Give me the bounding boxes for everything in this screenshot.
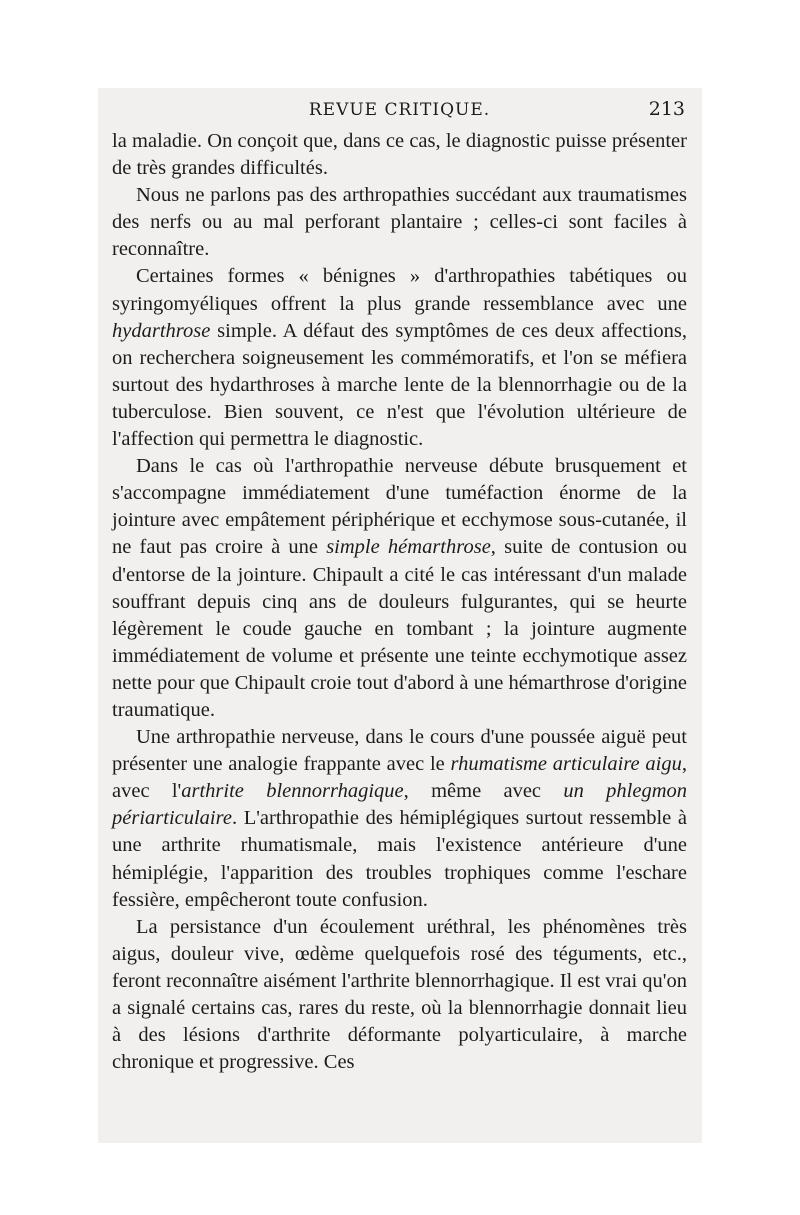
paragraph [112,724,687,914]
italic-text: arthrite blennorrhagique [181,780,404,803]
italic-text: rhumatisme articulaire aigu [450,753,682,776]
text-run: , suite de contusion ou d'entorse de la jointure. Chipault a cité le cas intéressant d'un malade souffrant depuis cinq ans de douleurs fulgurantes, qui se heurte légèrement le coude gauche en tombant ; la jointure augmente immédiatement de volume et présente une teinte ecchymotique assez nette pour que Chipault croie tout d'abord à une hémarthrose d'origine traumatique. [112,536,687,721]
paragraph [112,914,687,1077]
text-run: , avec l' [112,753,687,803]
paragraph [112,453,687,724]
italic-text: simple hémarthrose [326,536,491,559]
text-run: Nous ne parlons pas des arthropathies succédant aux traumatismes des nerfs ou au mal perforant plantaire ; celles-ci sont faciles à reconnaître. [112,184,687,261]
text-run: Une arthropathie nerveuse, dans le cours d'une poussée aiguë peut présenter une analogie frappante avec le [112,726,687,776]
italic-text: un phlegmon périarticulaire [112,780,688,830]
running-head: REVUE CRITIQUE. [308,100,491,120]
text-run: . L'arthropathie des hémiplégiques surtout ressemble à une arthrite rhumatismale, mais l'existence antérieure d'une hémiplégie, l'apparition des troubles trophiques comme l'eschare fessière, empêcheront toute confusion. [112,807,687,911]
page-header [112,98,687,128]
text-run: La persistance d'un écoulement uréthral, les phénomènes très aigus, douleur vive, œdème quelquefois rosé des téguments, etc., feront reconnaître aisément l'arthrite blennorrhagique. Il est vrai qu'on a signalé certains cas, rares du reste, où la blennorrhagie donnait lieu à des lésions d'arthrite déformante polyarticulaire, à marche chronique et progressive. Ces [112,915,687,1074]
text-run: simple. A défaut des symptômes de ces deux affections, on recherchera soigneusement les commémoratifs, et l'on se méfiera surtout des hydarthroses à marche lente de la blennorrhagie ou de la tuberculose. Bien souvent, ce n'est que l'évolution ultérieure de l'affection qui permettra le diagnostic. [112,319,687,451]
body-text [112,128,687,1076]
page-number: 213 [648,98,685,120]
paragraph [112,182,687,263]
text-run: , même avec [403,780,564,803]
paragraph [112,263,687,453]
paragraph [112,128,687,182]
text-run: Dans le cas où l'arthropathie nerveuse débute brusquement et s'accompagne immédiatement d'une tuméfaction énorme de la jointure avec empâtement périphérique et ecchymose sous-cutanée, il ne faut pas croire à une [112,455,687,559]
italic-text: hydarthrose [112,319,211,342]
text-run: Certaines formes « bénignes » d'arthropathies tabétiques ou syringomyéliques offrent la plus grande ressemblance avec une [112,265,687,315]
text-run: la maladie. On conçoit que, dans ce cas, le diagnostic puisse présenter de très grandes difficultés. [112,130,687,180]
